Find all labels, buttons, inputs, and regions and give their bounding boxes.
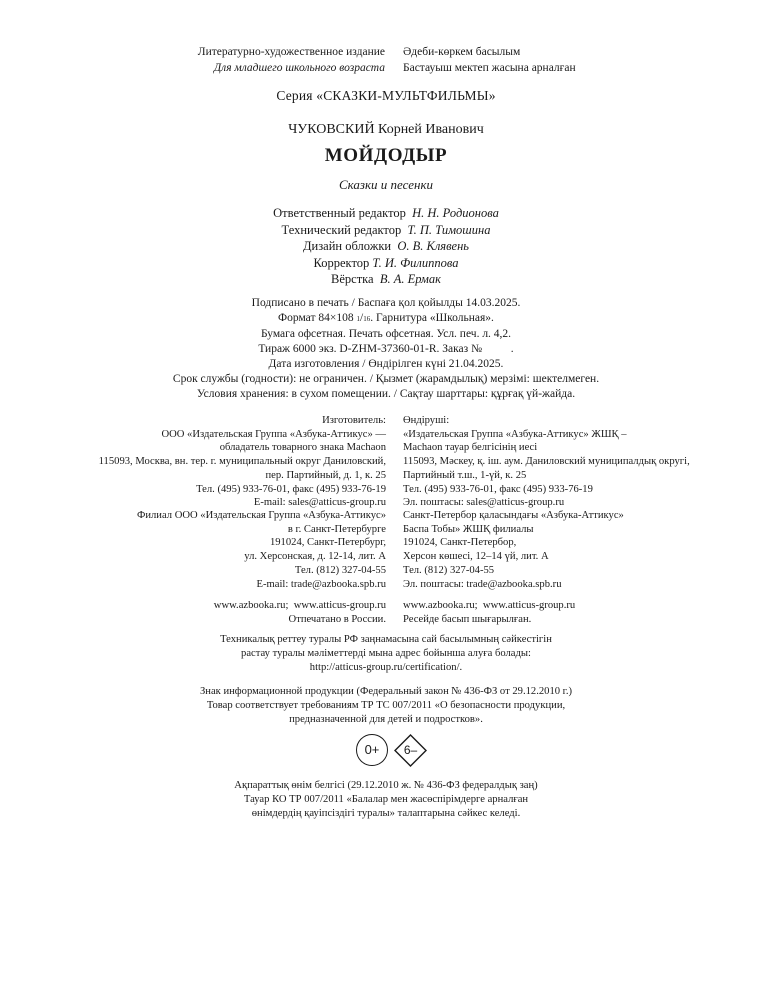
credit-line: [0, 271, 772, 288]
text-line: Херсон көшесі, 12–14 үй, лит. А: [403, 551, 549, 563]
book-subtitle: Сказки и песенки: [338, 177, 434, 192]
text-line: Өндіруші:: [403, 415, 450, 426]
typeface-value: . Гарнитура «Школьная».: [370, 312, 494, 324]
age-rating-badges: [356, 734, 436, 768]
credit-person: О. В. Клявень: [397, 239, 469, 253]
text-line: Изготовитель:: [322, 415, 386, 426]
credit-person: Т. П. Тимошина: [407, 222, 491, 237]
credit-person: В. А. Ермак: [379, 272, 441, 286]
text-line: Тел. (812) 327-04-55: [403, 564, 495, 576]
email-line: Эл. поштасы: trade@azbooka.spb.ru: [403, 578, 562, 590]
email-line: E-mail: sales@atticus-group.ru: [253, 497, 386, 509]
branch-ru: [137, 509, 386, 591]
web-ru: [214, 599, 386, 626]
printed-in-line: Отпечатано в России.: [288, 613, 386, 625]
category-ru-kind: Литературно-художественное издание: [197, 46, 385, 58]
service-line: Срок службы (годности): не ограничен. / Қызмет (жарамдылық) мерзімі: шектелмеген.: [172, 373, 600, 385]
text-line: Техникалық реттеу туралы РФ заңнамасына сай басылымның сәйкестігін: [220, 634, 552, 645]
info-product-sign-ru: [0, 685, 772, 727]
text-line: Санкт-Петербор қаласындағы «Азбука-Аттикус»: [403, 510, 624, 521]
category-kz-kind: Әдеби-көркем басылым: [403, 46, 521, 58]
info-product-sign-kz: [0, 779, 772, 821]
credit-role: Корректор: [313, 255, 370, 270]
manufacturer-kz: [403, 414, 690, 510]
format-value: Формат 84×108: [278, 312, 354, 324]
website-line: www.azbooka.ru; www.atticus-group.ru: [213, 600, 386, 611]
text-line: Партийный т.ш., 1-үй, к. 25: [403, 469, 527, 481]
text-line: Тел. (495) 933-76-01, факс (495) 933-76-19: [403, 483, 593, 495]
text-line: растау туралы мәліметтерді мына адрес бойынша алуға болады:: [241, 648, 531, 659]
age-rating-diamond-badge: [394, 734, 427, 767]
text-line: предназначенной для детей и подростков».: [289, 714, 483, 725]
text-line: 191024, Санкт-Петербург,: [269, 537, 386, 549]
credit-line: [0, 255, 772, 272]
text-line: Филиал ООО «Издательская Группа «Азбука-Аттикус»: [136, 510, 386, 521]
text-line: 191024, Санкт-Петербор,: [403, 537, 517, 549]
credits-block: [0, 205, 772, 288]
date-line: Дата изготовления / Өндірілген күні 21.04.2025.: [268, 358, 504, 370]
text-line: ООО «Издательская Группа «Азбука-Аттикус» —: [161, 428, 386, 440]
paper-line: Бумага офсетная. Печать офсетная. Усл. печ. л. 4,2.: [260, 328, 512, 340]
text-line: Знак информационной продукции (Федеральный закон № 436-ФЗ от 29.12.2010 г.): [199, 686, 573, 697]
credit-line: [0, 238, 772, 255]
text-line: өнімдердің қауіпсіздігі туралы» талаптарына сәйкес келеді.: [251, 808, 521, 819]
signed-line: Подписано в печать / Баспаға қол қойылды 14.03.2025.: [251, 297, 521, 309]
certification-note: [0, 633, 772, 675]
credit-role: Ответственный редактор: [273, 206, 406, 220]
book-title: МОЙДОДЫР: [324, 145, 448, 166]
text-line: Тел. (495) 933-76-01, факс (495) 933-76-19: [196, 483, 386, 495]
format-denominator: 16: [363, 315, 371, 323]
credit-role: Дизайн обложки: [303, 239, 392, 253]
web-kz: [403, 599, 575, 626]
credit-role: Вёрстка: [331, 272, 374, 286]
text-line: Machaon тауар белгісінің иесі: [403, 442, 538, 454]
email-line: Эл. поштасы: sales@atticus-group.ru: [403, 497, 565, 509]
format-line: Формат 84×108 1/16. Гарнитура «Школьная».: [278, 312, 494, 324]
printed-in-line: Ресейде басып шығарылған.: [403, 613, 532, 625]
branch-kz: [403, 509, 624, 591]
text-line: Тел. (812) 327-04-55: [294, 564, 386, 576]
credit-person: Н. Н. Родионова: [412, 206, 499, 220]
text-line: ул. Херсонская, д. 12-14, лит. А: [244, 551, 386, 563]
text-line: Баспа Тобы» ЖШҚ филиалы: [403, 523, 534, 535]
text-line: Тауар КО ТР 007/2011 «Балалар мен жасөспірімдерге арналған: [243, 794, 529, 805]
credit-line: [0, 205, 772, 222]
author-name: ЧУКОВСКИЙ Корней Иванович: [288, 122, 484, 137]
age-rating-circle-badge: 0+: [356, 734, 388, 766]
run-line: Тираж 6000 экз. D-ZHM-37360-01-R. Заказ № .: [258, 343, 514, 355]
text-line: Товар соответствует требованиям ТР ТС 007/2011 «О безопасности продукции,: [206, 700, 566, 711]
credit-role: Технический редактор: [281, 222, 402, 237]
text-line: обладатель товарного знака Machaon: [219, 442, 386, 454]
credit-line: [0, 222, 772, 239]
series-line: Серия «СКАЗКИ-МУЛЬТФИЛЬМЫ»: [276, 88, 496, 103]
category-ru: [198, 44, 385, 76]
certification-url: http://atticus-group.ru/certification/.: [309, 662, 463, 673]
text-line: Ақпараттық өнім белгісі (29.12.2010 ж. № 436-ФЗ федералдық заң): [234, 780, 538, 791]
text-line: в г. Санкт-Петербурге: [287, 523, 386, 535]
text-line: 115093, Москва, вн. тер. г. муниципальный округ Даниловский,: [98, 456, 386, 468]
text-line: «Издательская Группа «Азбука-Аттикус» ЖШҚ –: [403, 428, 627, 440]
credit-person: Т. И. Филиппова: [372, 255, 459, 270]
category-ru-age: Для младшего школьного возраста: [213, 62, 385, 74]
imprint-block: [0, 296, 772, 402]
age-rating-diamond-label: 6–: [403, 743, 418, 757]
website-line: www.azbooka.ru; www.atticus-group.ru: [403, 600, 576, 611]
text-line: 115093, Мәскеу, қ. іш. аум. Даниловский муниципалдық округі,: [403, 456, 690, 468]
email-line: E-mail: trade@azbooka.spb.ru: [256, 578, 386, 590]
format-numerator: 1: [356, 315, 360, 323]
manufacturer-ru: [99, 414, 386, 510]
category-kz-age: Бастауыш мектеп жасына арналған: [403, 62, 576, 74]
storage-line: Условия хранения: в сухом помещении. / Сақтау шарттары: құрғақ үй-жайда.: [196, 388, 576, 400]
text-line: пер. Партийный, д. 1, к. 25: [265, 469, 386, 481]
category-kz: [403, 44, 576, 76]
